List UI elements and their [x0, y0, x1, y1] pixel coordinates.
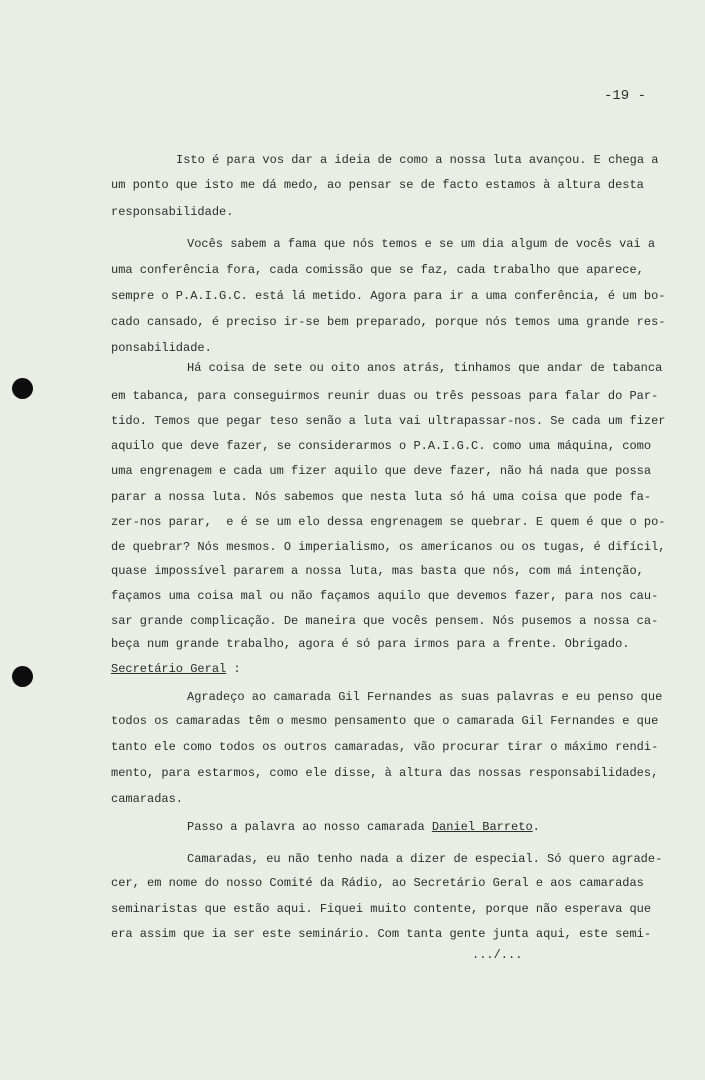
text-line: de quebrar? Nós mesmos. O imperialismo, os americanos ou os tugas, é difícil, — [111, 540, 666, 554]
text-line: Isto é para vos dar a ideia de como a nossa luta avançou. E chega a — [176, 153, 659, 167]
text-line: Agradeço ao camarada Gil Fernandes as suas palavras e eu penso que — [187, 690, 663, 704]
text-line: façamos uma coisa mal ou não façamos aquilo que devemos fazer, para nos cau- — [111, 589, 659, 603]
text-line: era assim que ia ser este seminário. Com tanta gente junta aqui, este semi- — [111, 927, 652, 941]
text-line: Vocês sabem a fama que nós temos e se um dia algum de vocês vai a — [187, 237, 656, 251]
text-line: cado cansado, é preciso ir-se bem preparado, porque nós temos uma grande res- — [111, 315, 666, 329]
punch-hole — [12, 378, 33, 399]
text-line: uma engrenagem e cada um fizer aquilo que deve fazer, não há nada que possa — [111, 464, 652, 478]
punch-hole — [12, 666, 33, 687]
speaker-suffix: : — [226, 662, 241, 676]
text-line: uma conferência fora, cada comissão que se faz, cada trabalho que aparece, — [111, 263, 644, 277]
text-line: Há coisa de sete ou oito anos atrás, tinhamos que andar de tabanca — [187, 361, 663, 375]
continuation-mark: .../... — [472, 948, 523, 962]
text-line: tanto ele como todos os outros camaradas, vão procurar tirar o máximo rendi- — [111, 740, 659, 754]
text-line: sempre o P.A.I.G.C. está lá metido. Agora para ir a uma conferência, é um bo- — [111, 289, 666, 303]
speaker-heading — [111, 661, 241, 677]
text-line: sar grande complicação. De maneira que vocês pensem. Nós pusemos a nossa ca- — [111, 614, 659, 628]
text-line: Camaradas, eu não tenho nada a dizer de especial. Só quero agrade- — [187, 852, 663, 866]
next-speaker-name: Daniel Barreto — [431, 820, 533, 834]
text-line: parar a nossa luta. Nós sabemos que nesta luta só há uma coisa que pode fa- — [111, 490, 652, 504]
text-line: em tabanca, para conseguirmos reunir duas ou três pessoas para falar do Par- — [111, 389, 659, 403]
handover-prefix: Passo a palavra ao nosso camarada — [187, 820, 432, 834]
text-line: todos os camaradas têm o mesmo pensamento que o camarada Gil Fernandes e que — [111, 714, 659, 728]
text-line: um ponto que isto me dá medo, ao pensar se de facto estamos à altura desta — [111, 178, 644, 192]
text-line: quase impossível pararem a nossa luta, mas basta que nós, com má intenção, — [111, 564, 644, 578]
text-line: seminaristas que estão aqui. Fiquei muito contente, porque não esperava que — [111, 902, 652, 916]
text-line: camaradas. — [111, 792, 184, 806]
handover-line — [187, 819, 540, 835]
text-line: ponsabilidade. — [111, 341, 212, 355]
text-line: zer-nos parar, e é se um elo dessa engrenagem se quebrar. E quem é que o po- — [111, 515, 666, 529]
text-line: responsabilidade. — [111, 205, 234, 219]
speaker-name: Secretário Geral — [111, 662, 227, 676]
page-number: -19 - — [604, 88, 647, 104]
text-line: tido. Temos que pegar teso senão a luta vai ultrapassar-nos. Se cada um fizer — [111, 414, 666, 428]
handover-suffix: . — [532, 820, 540, 834]
text-line: mento, para estarmos, como ele disse, à altura das nossas responsabilidades, — [111, 766, 659, 780]
text-line: cer, em nome do nosso Comité da Rádio, ao Secretário Geral e aos camaradas — [111, 876, 644, 890]
text-line: beça num grande trabalho, agora é só para irmos para a frente. Obrigado. — [111, 637, 630, 651]
text-line: aquilo que deve fazer, se considerarmos o P.A.I.G.C. como uma máquina, como — [111, 439, 652, 453]
